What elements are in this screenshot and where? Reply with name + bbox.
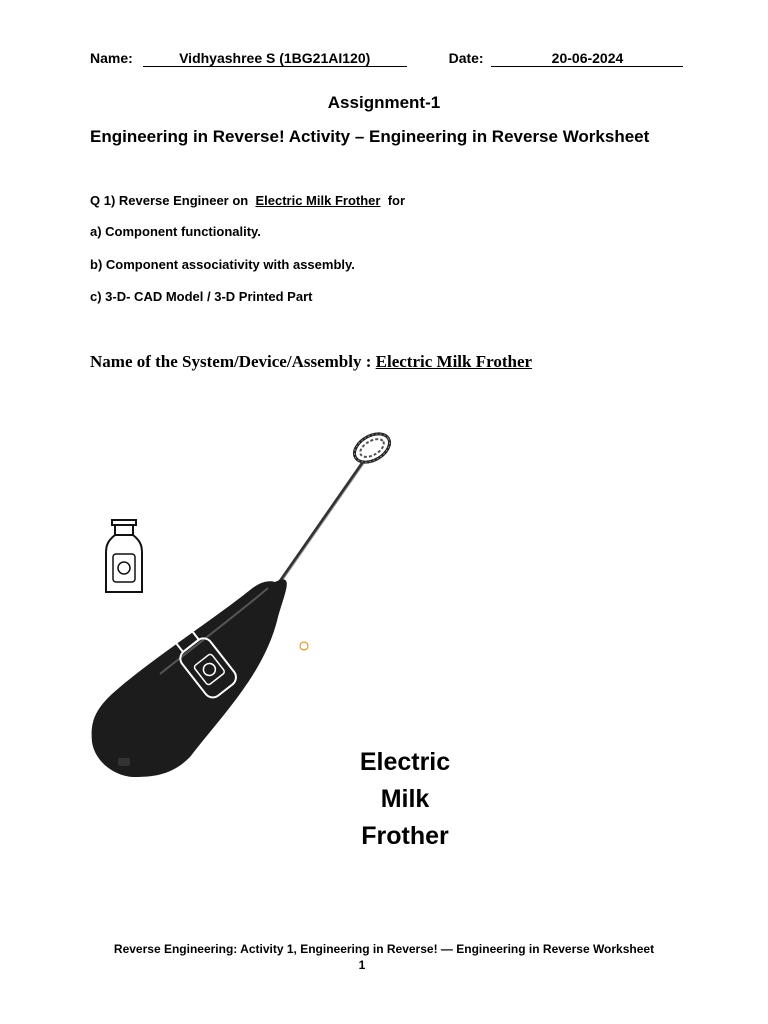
- page-subtitle: Engineering in Reverse! Activity – Engineering in Reverse Worksheet: [90, 127, 650, 146]
- power-button-icon: [118, 758, 130, 766]
- question-line: [90, 193, 405, 208]
- question-suffix: for: [387, 193, 406, 208]
- orange-marker-icon: [300, 642, 308, 650]
- figure-label-line-2: Milk: [380, 785, 430, 813]
- question-part-c: c) 3-D- CAD Model / 3-D Printed Part: [90, 289, 313, 304]
- whisk-shaft-highlight: [278, 462, 365, 587]
- page-footer: Reverse Engineering: Activity 1, Engineering in Reverse! — Engineering in Reverse Worksheet: [113, 942, 655, 956]
- system-value: Electric Milk Frother: [375, 352, 533, 371]
- whisk-shaft: [276, 462, 363, 587]
- name-value: Vidhyashree S (1BG21AI120): [143, 51, 407, 67]
- header-row: [90, 50, 683, 67]
- figure-label-line-3: Frother: [361, 822, 449, 850]
- question-part-a: a) Component functionality.: [90, 224, 261, 239]
- system-label: Name of the System/Device/Assembly :: [90, 352, 372, 371]
- page-title: Assignment-1: [327, 93, 441, 112]
- date-label: Date:: [448, 50, 484, 66]
- milk-bottle-icon: [106, 520, 142, 592]
- figure-label-line-1: Electric: [359, 748, 451, 776]
- name-label: Name:: [90, 50, 133, 66]
- system-name-line: [90, 352, 532, 372]
- question-device: Electric Milk Frother: [255, 193, 381, 208]
- frother-figure: [90, 422, 451, 858]
- date-value: 20-06-2024: [491, 51, 683, 67]
- whisk-coil-icon: [350, 428, 395, 468]
- question-part-b: b) Component associativity with assembly.: [90, 257, 355, 272]
- page-number: 1: [358, 958, 366, 972]
- frother-handle: [92, 579, 287, 777]
- question-prefix: Q 1) Reverse Engineer on: [90, 193, 249, 208]
